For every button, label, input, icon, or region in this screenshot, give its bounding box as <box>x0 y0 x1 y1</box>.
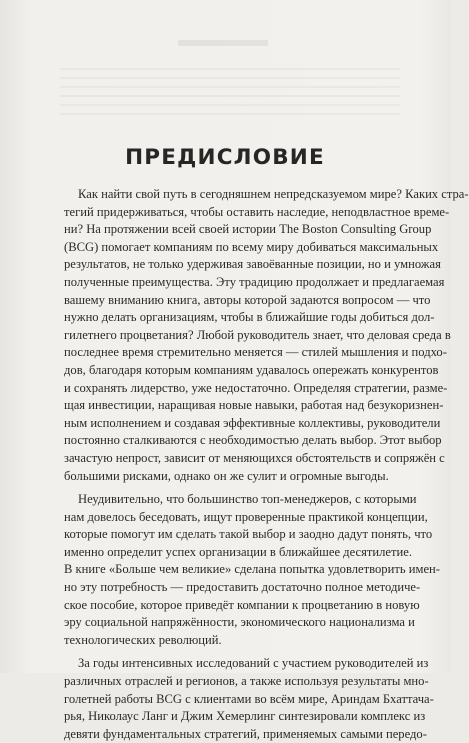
text-line: голетней работы BCG с клиентами во всём мире, Ариндам Бхаттача- <box>64 691 434 706</box>
text-line: различных отраслей и регионов, а также используя результаты мно- <box>64 674 429 689</box>
text-line: ское пособие, которое приведёт компании к процветанию в новую <box>64 597 420 612</box>
text-line: результатов, не только удерживая завоёванные позиции, но и умножая <box>64 257 441 272</box>
text-line: зачастую непрост, зависит от меняющихся обстоятельств и сопряжён с <box>64 450 445 465</box>
text-line: тегий придерживаться, чтобы оставить наследие, неподвластное време- <box>64 204 450 219</box>
text-line: гилетнего процветания? Любой руководитель знает, что деловая среда в <box>64 327 451 342</box>
text-line: именно определит успех организации в ближайшее десятилетие. <box>64 544 412 559</box>
text-line: (BCG) помогает компаниям по всему миру добиваться максимальных <box>64 239 439 254</box>
text-line: ным исполнением и создавая эффективные коллективы, руководители <box>64 415 441 430</box>
text-line: ни? На протяжении всей своей истории The Boston Consulting Group <box>64 222 432 237</box>
text-line: щая инвестиции, наращивая новые навыки, работая над безукоризнен- <box>64 398 444 413</box>
text-line: но эту потребность — предоставить достаточно полное методиче- <box>64 580 421 595</box>
text-line: полученные преимущества. Эту традицию продолжает и предлагаемая <box>64 274 445 289</box>
text-line: вашему вниманию книга, авторы которой задаются вопросом — что <box>64 292 431 307</box>
text-line: технологических революций. <box>64 632 222 647</box>
text-line: которые помогут им сделать такой выбор и заодно дадут понять, что <box>64 527 433 542</box>
text-line: эру социальной напряжённости, экономического национализма и <box>64 615 415 630</box>
text-line: дов, благодаря которым компаниям удавалось опережать конкурентов <box>64 362 439 377</box>
text-line: большими рисками, однако он же сулит и огромные выгоды. <box>64 468 389 483</box>
text-line: В книге «Больше чем великие» сделана попытка удовлетворить имен- <box>64 562 440 577</box>
text-line: постоянно сталкиваются с необходимостью делать выбор. Этот выбор <box>64 433 442 448</box>
text-line: Неудивительно, что большинство топ-менеджеров, с которыми <box>78 492 417 507</box>
text-line: нам довелось беседовать, ищут проверенные практикой концепции, <box>64 509 428 524</box>
text-line: и сохранять лидерство, уже недостаточно. Определяя стратегии, разме- <box>64 380 448 395</box>
page-title: ПРЕДИСЛОВИЕ <box>125 145 325 170</box>
text-line: девяти фундаментальных стратегий, применяемых самыми передо- <box>64 726 427 741</box>
body-text <box>64 186 469 743</box>
text-line: За годы интенсивных исследований с участием руководителей из <box>78 656 429 671</box>
text-line: рья, Николаус Ланг и Джим Хемерлинг синтезировали комплекс из <box>64 709 426 724</box>
text-line: нужно делать организациям, чтобы в ближайшие годы добиться дол- <box>64 310 435 325</box>
text-line: Как найти свой путь в сегодняшнем непредсказуемом мире? Каких стра- <box>78 187 469 201</box>
bleed-through-text <box>60 68 400 120</box>
running-head-mark <box>178 40 268 46</box>
text-line: последнее время стремительно меняется — стилей мышления и подхо- <box>64 345 447 360</box>
